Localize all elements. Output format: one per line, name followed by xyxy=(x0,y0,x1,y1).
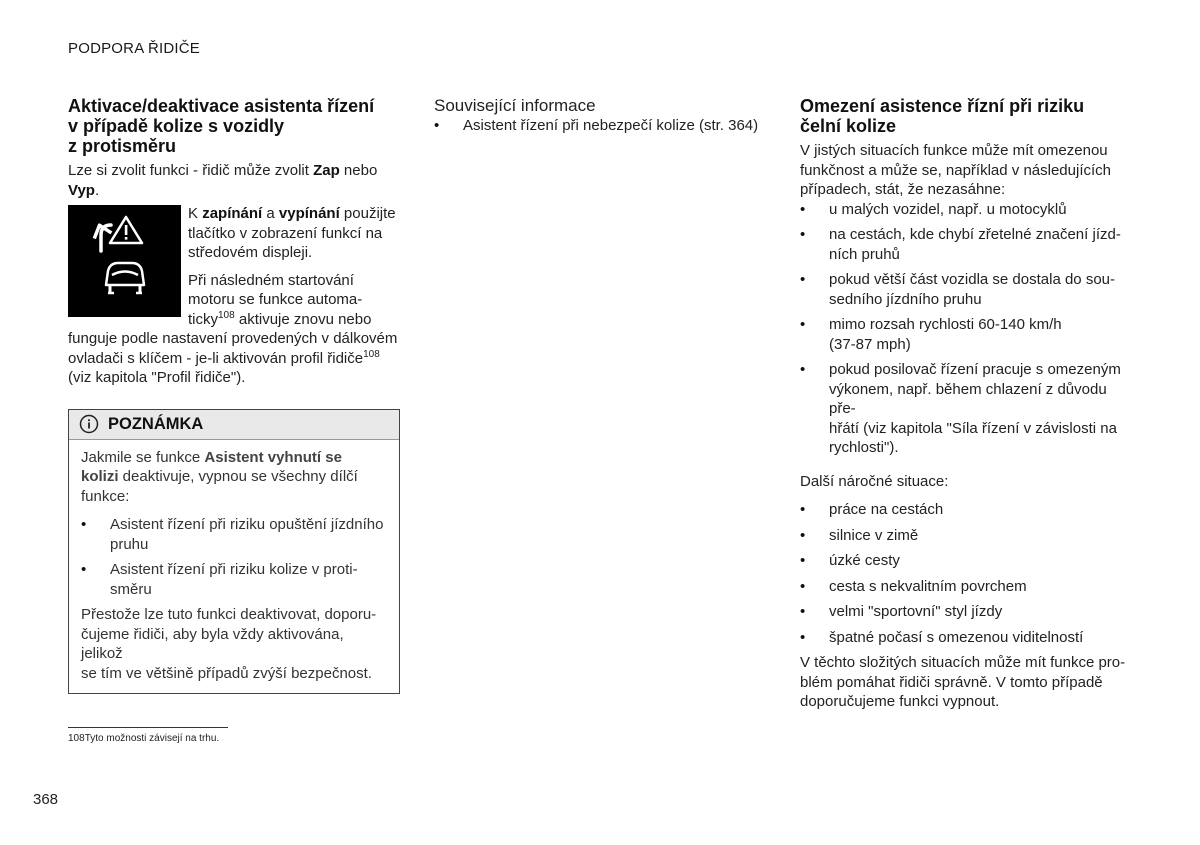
text: případech, stát, že nezasáhne: xyxy=(800,181,1006,198)
limitations-list xyxy=(800,200,1135,458)
footnote-number: 108 xyxy=(68,733,85,744)
closing-paragraph xyxy=(800,653,1135,712)
footnote xyxy=(68,733,219,744)
intro-paragraph xyxy=(800,141,1135,200)
column-right xyxy=(800,94,1135,712)
text: doporučujeme funkci vypnout. xyxy=(800,693,1000,710)
list-item xyxy=(800,315,1135,354)
text: funkce: xyxy=(81,487,130,505)
page-header: PODPORA ŘIDIČE xyxy=(68,40,200,57)
text: (viz kapitola "Profil řidiče"). xyxy=(68,369,246,386)
text: V jistých situacích funkce může mít omezenou xyxy=(800,142,1108,159)
list-item xyxy=(81,515,387,554)
related-list xyxy=(434,116,766,136)
text: blém pomáhat řidiči správně. V tomto případě xyxy=(800,673,1103,691)
note-header xyxy=(69,410,399,440)
text: nebo xyxy=(339,162,378,179)
note-body xyxy=(69,440,399,694)
footnote-divider xyxy=(68,727,228,728)
bold-text: vypínání xyxy=(278,205,340,222)
text: směru xyxy=(110,580,152,598)
list-item xyxy=(800,360,1135,458)
text: sedního jízdního pruhu xyxy=(829,290,982,308)
text: • Asistent řízení při riziku kolize v proti- xyxy=(110,561,358,578)
footnote-text: Tyto možnosti závisejí na trhu. xyxy=(84,733,220,744)
list-item: • cesta s nekvalitním povrchem xyxy=(800,577,1135,597)
text: funguje podle nastavení provedených v dálkovém xyxy=(68,330,398,347)
function-button-icon xyxy=(68,205,181,317)
section-title xyxy=(68,96,400,156)
text: se tím ve většině případů zvýší bezpečnost. xyxy=(81,664,372,682)
text: a xyxy=(262,205,279,222)
related-info-title: Související informace xyxy=(434,96,596,115)
text: • na cestách, kde chybí zřetelné značení jízd- xyxy=(829,226,1121,243)
title-line: čelní kolize xyxy=(800,116,897,136)
note-box xyxy=(68,409,400,695)
text: čujeme řidiči, aby byla vždy aktivována, jelikož xyxy=(81,625,344,662)
text: • Asistent řízení při riziku opuštění jízdního xyxy=(110,516,384,533)
title-line: z protisměru xyxy=(68,136,177,156)
bold-text: zapínání xyxy=(202,205,263,222)
text: (37-87 mph) xyxy=(829,335,911,353)
lane-assist-oncoming-icon xyxy=(68,205,181,317)
note-list xyxy=(81,515,387,599)
other-situations-label: Další náročné situace: xyxy=(800,472,949,490)
text: pruhu xyxy=(110,535,149,553)
text: středovém displeji. xyxy=(188,244,313,261)
footnote-ref: 108 xyxy=(363,348,380,360)
text: motoru se funkce automa- xyxy=(188,291,363,308)
bold-text: kolizi xyxy=(81,468,119,485)
situations-list xyxy=(800,500,1135,647)
text: ticky xyxy=(188,310,218,328)
text: Lze si zvolit funkci - řidič může zvolit xyxy=(68,162,314,179)
list-item xyxy=(81,560,387,599)
text: V těchto složitých situacích může mít funkce pro- xyxy=(800,654,1126,671)
text: tlačítko v zobrazení funkcí na xyxy=(188,224,383,242)
text: funkčnost a může se, například v následujících xyxy=(800,161,1112,179)
text: ních pruhů xyxy=(829,245,900,263)
option-off: Vyp xyxy=(68,181,95,199)
text: rychlosti"). xyxy=(829,439,899,456)
footnote-ref: 108 xyxy=(218,309,235,321)
intro-paragraph xyxy=(68,161,400,200)
column-middle xyxy=(434,94,766,136)
related-link[interactable]: • Asistent řízení při nebezpečí kolize (str. 364) xyxy=(434,116,766,136)
list-item: • silnice v zimě xyxy=(800,526,1135,546)
text: • u malých vozidel, např. u motocyklů xyxy=(829,200,1067,218)
title-line: Aktivace/deaktivace asistenta řízení xyxy=(68,96,375,116)
option-on: Zap xyxy=(313,162,340,179)
text: ovladači s klíčem - je-li aktivován profil řidiče xyxy=(68,349,364,367)
text: Při následném startování xyxy=(188,271,354,289)
text: Přestože lze tuto funkci deaktivovat, doporu- xyxy=(81,606,377,623)
section-title xyxy=(800,96,1135,136)
list-item xyxy=(800,225,1135,264)
text: • mimo rozsah rychlosti 60-140 km/h xyxy=(829,316,1062,333)
text: • pokud posilovač řízení pracuje s omezeným xyxy=(829,361,1121,378)
text: aktivuje znovu nebo xyxy=(234,310,372,328)
list-item: • úzké cesty xyxy=(800,551,1135,571)
column-left xyxy=(68,94,400,694)
text: výkonem, např. během chlazení z důvodu pře- xyxy=(829,380,1107,417)
list-item xyxy=(800,270,1135,309)
page-number: 368 xyxy=(33,791,59,808)
bold-text: Asistent vyhnutí se xyxy=(204,448,342,466)
text: použijte xyxy=(339,205,396,222)
note-title: POZNÁMKA xyxy=(108,414,204,433)
title-line: v případě kolize s vozidly xyxy=(68,116,285,136)
note-intro xyxy=(81,448,387,507)
text: deaktivuje, vypnou se všechny dílčí xyxy=(118,468,358,485)
list-item: • špatné počasí s omezenou viditelností xyxy=(800,628,1135,648)
text: • pokud větší část vozidla se dostala do sou- xyxy=(829,271,1115,288)
text: K xyxy=(188,205,203,222)
title-line: Omezení asistence řízní při riziku xyxy=(800,96,1085,116)
text: Jakmile se funkce xyxy=(81,448,205,466)
list-item xyxy=(800,200,1135,220)
list-item: • velmi "sportovní" styl jízdy xyxy=(800,602,1135,622)
text: hřátí (viz kapitola "Síla řízení v závislosti na xyxy=(829,419,1117,437)
info-icon xyxy=(79,414,99,434)
note-end xyxy=(81,605,387,683)
list-item: • práce na cestách xyxy=(800,500,1135,520)
text: . xyxy=(94,181,100,199)
